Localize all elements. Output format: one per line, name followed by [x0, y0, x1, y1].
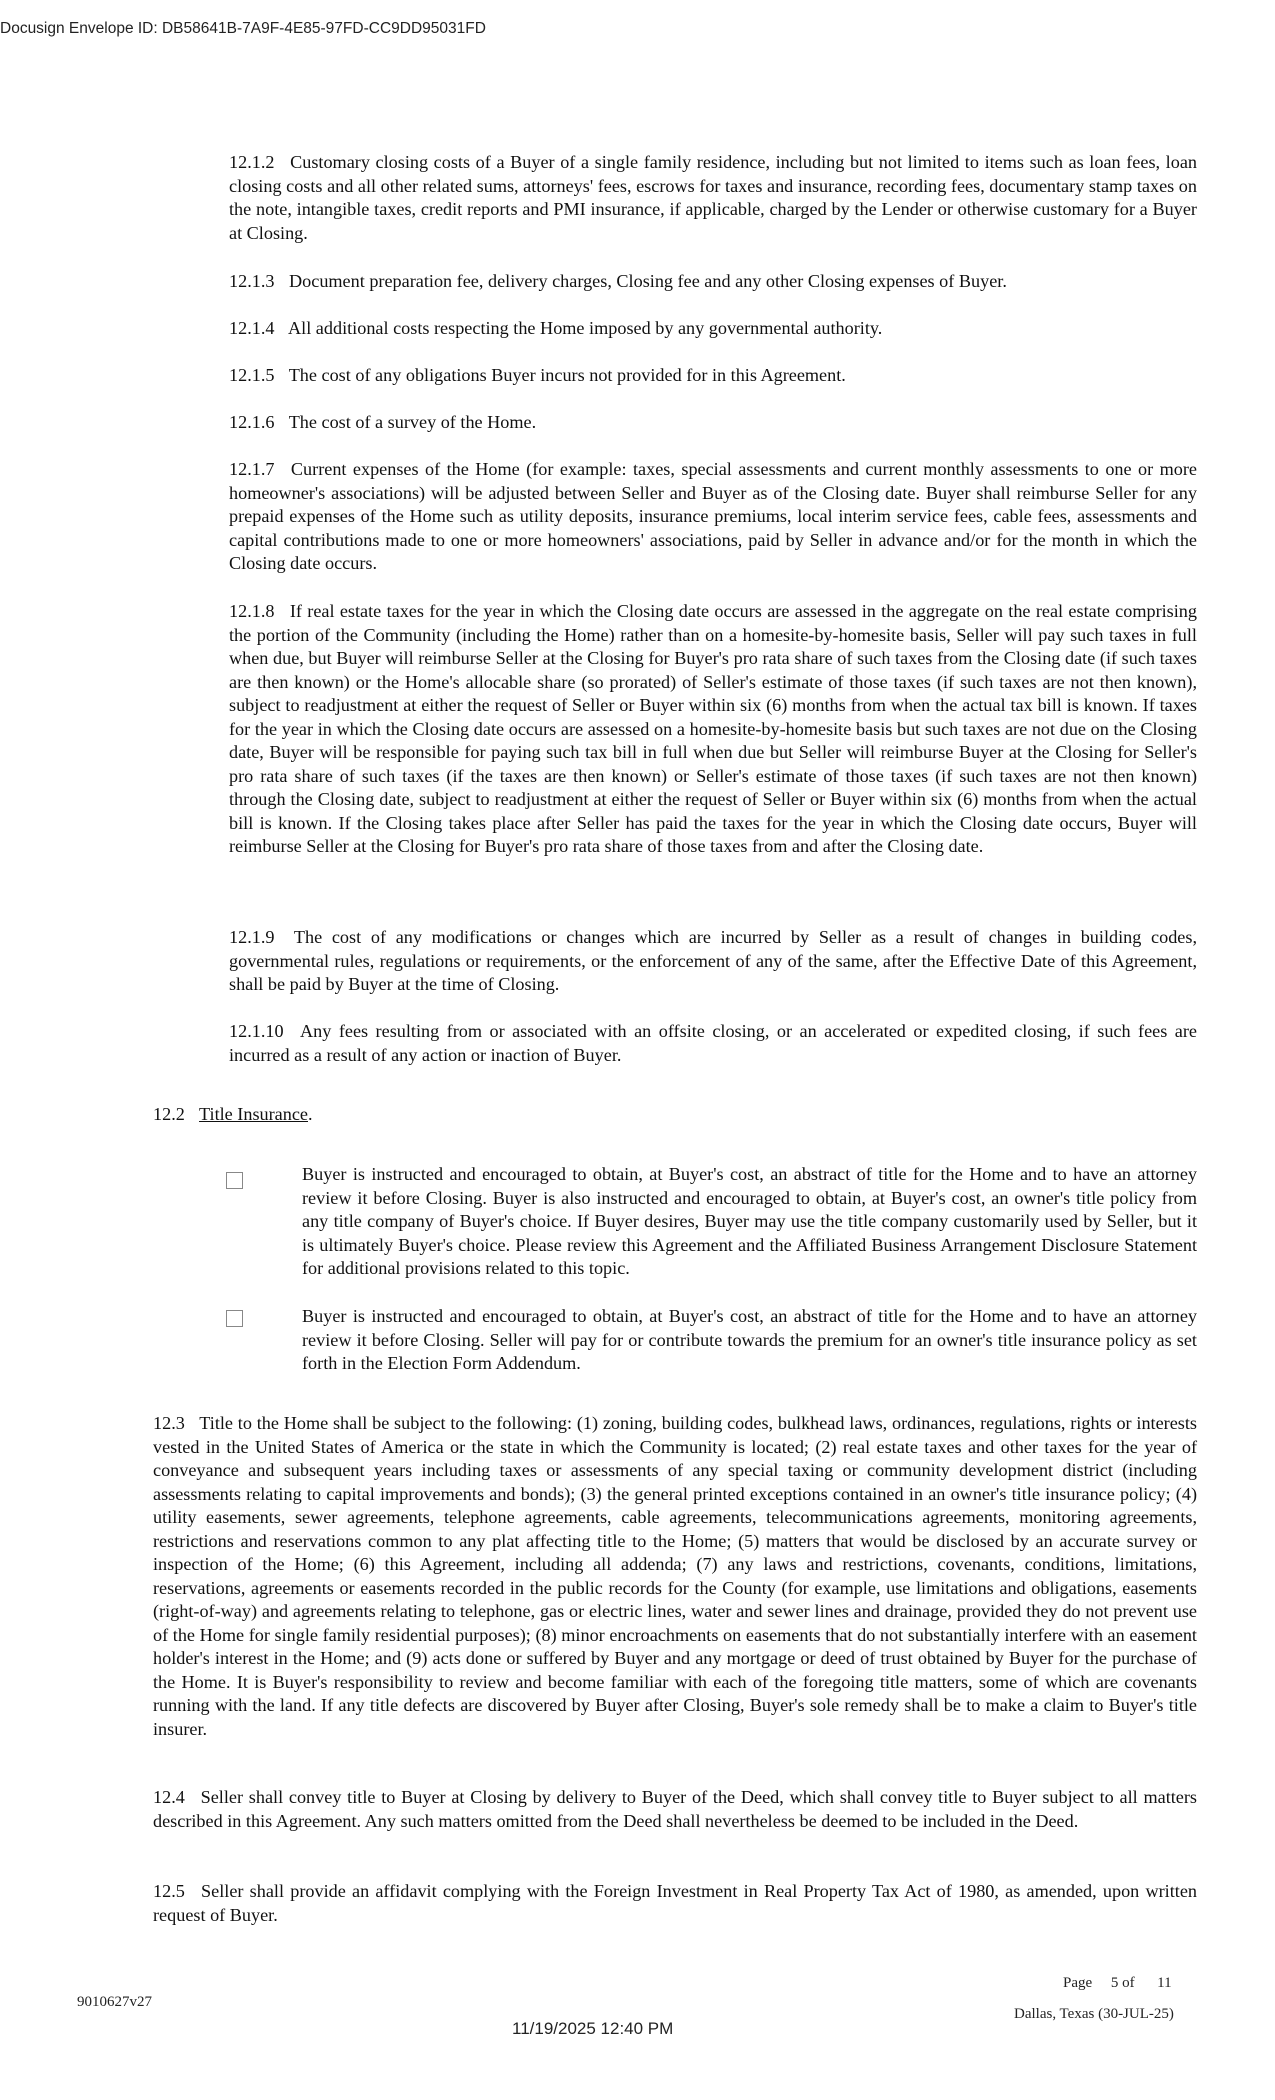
clause-text: All additional costs respecting the Home imposed by any governmental authority.: [288, 318, 883, 338]
clause-text: Seller shall provide an affidavit complying with the Foreign Investment in Real Property Tax Act of 1980, as amended, upon written request of Buyer.: [153, 1881, 1198, 1925]
clause-text: The cost of a survey of the Home.: [288, 412, 537, 432]
clause-text: Seller shall convey title to Buyer at Closing by delivery to Buyer of the Deed, which shall convey title to Buyer subject to all matters described in this Agreement. Any such matters omitted from the Deed shall nevertheless be deemed to be included in the Deed.: [153, 1787, 1198, 1831]
clause-12-1-4: [229, 317, 1197, 341]
of-label: of: [1122, 1975, 1135, 1991]
section-12-2-heading: [153, 1103, 1197, 1127]
clause-text: Current expenses of the Home (for example: taxes, special assessments and current monthly assessments to one or more homeowner's associations) will be adjusted between Seller and Buyer as of the Closing date. Buyer shall reimburse Seller for any prepaid expenses of the Home such as utility deposits, insurance premiums, local interim service fees, cable fees, assessments and capital contributions made to one or more homeowners' associations, paid by Seller in advance and/or for the month in which the Closing date occurs.: [229, 459, 1197, 573]
clause-number: 12.5: [153, 1881, 185, 1901]
clause-12-1-10: [229, 1020, 1197, 1067]
clause-text: The cost of any modifications or changes which are incurred by Seller as a result of changes in building codes, governmental rules, regulations or requirements, or the enforcement of any of the same, after the Effective Date of this Agreement, shall be paid by Buyer at the time of Closing.: [229, 927, 1198, 994]
page-total: 11: [1157, 1975, 1172, 1991]
clause-text: If real estate taxes for the year in which the Closing date occurs are assessed in the aggregate on the real estate comprising the portion of the Community (including the Home) rather than on a homesite-by-homesite basis, Seller will pay such taxes in full when due, but Buyer will reimburse Seller at the Closing for Buyer's pro rata share of such taxes from the Closing date (if such taxes are then known) or the Home's allocable share (so prorated) of Seller's estimate of those taxes (if such taxes are not then known), subject to readjustment at either the request of Seller or Buyer within six (6) months from when the actual tax bill is known. If taxes for the year in which the Closing date occurs are assessed on a homesite-by-homesite basis but such taxes are not due on the Closing date, Buyer will be responsible for paying such tax bill in full when due but Seller will reimburse Buyer at the Closing for Seller's pro rata share of such taxes (if the taxes are then known) or Seller's estimate of those taxes (if such taxes are not then known) through the Closing date, subject to readjustment at either the request of Seller or Buyer within six (6) months from when the actual bill is known. If the Closing takes place after Seller has paid the taxes for the year in which the Closing date occurs, Buyer will reimburse Seller at the Closing for Buyer's pro rata share of those taxes from and after the Closing date.: [229, 601, 1197, 856]
clause-12-1-8: [229, 600, 1197, 859]
option-text: Buyer is instructed and encouraged to obtain, at Buyer's cost, an abstract of title for the Home and to have an attorney review it before Closing. Seller will pay for or contribute towards the premium for an owner's title insurance policy as set forth in the Election Form Addendum.: [302, 1306, 1197, 1373]
clause-12-4: [153, 1786, 1197, 1833]
clause-12-1-5: [229, 364, 1197, 388]
clause-text: The cost of any obligations Buyer incurs not provided for in this Agreement.: [288, 365, 846, 385]
clause-number: 12.3: [153, 1413, 185, 1433]
title-option-1-checkbox[interactable]: [226, 1172, 243, 1189]
clause-12-1-2: [229, 151, 1197, 245]
clause-text: Any fees resulting from or associated with an offsite closing, or an accelerated or expedited closing, if such fees are incurred as a result of any action or inaction of Buyer.: [229, 1021, 1198, 1065]
signature-timestamp: 11/19/2025 12:40 PM: [512, 2019, 674, 2038]
document-code: 9010627v27: [77, 1994, 152, 2010]
page-label: Page: [1063, 1975, 1093, 1991]
page-number: 5: [1110, 1975, 1119, 1991]
document-location: Dallas, Texas (30-JUL-25): [1014, 2006, 1174, 2022]
clause-number: 12.1.10: [229, 1021, 284, 1041]
clause-number: 12.1.2: [229, 152, 275, 172]
clause-12-1-3: [229, 270, 1197, 294]
clause-number: 12.1.7: [229, 459, 275, 479]
clause-12-1-9: [229, 926, 1197, 997]
clause-number: 12.1.9: [229, 927, 275, 947]
clause-text: Title to the Home shall be subject to the following: (1) zoning, building codes, bulkhead laws, ordinances, regulations, rights or interests vested in the United States of America or the state in which the Community is located; (2) real estate taxes and other taxes for the year of conveyance and subsequent years including taxes or assessments of any special taxing or community development district (including assessments relating to capital improvements and bonds); (3) the general printed exceptions contained in an owner's title insurance policy; (4) utility easements, sewer agreements, telephone agreements, cable agreements, telecommunications agreements, monitoring agreements, restrictions and reservations common to any plat affecting title to the Home; (5) matters that would be disclosed by an accurate survey or inspection of the Home; (6) this Agreement, including all addenda; (7) any laws and restrictions, covenants, conditions, limitations, reservations, agreements or easements recorded in the public records for the County (for example, use limitations and obligations, easements (right-of-way) and agreements relating to telephone, gas or electric lines, water and sewer lines and drainage, provided they do not prevent use of the Home for single family residential purposes); (8) minor encroachments on easements that do not substantially interfere with an easement holder's interest in the Home; and (9) acts done or suffered by Buyer and any mortgage or deed of trust obtained by Buyer for the purchase of the Home. It is Buyer's responsibility to review and become familiar with each of the foregoing title matters, some of which are covenants running with the land. If any title defects are discovered by Buyer after Closing, Buyer's sole remedy shall be to make a claim to Buyer's title insurer.: [153, 1413, 1198, 1739]
clause-number: 12.4: [153, 1787, 185, 1807]
clause-text: Document preparation fee, delivery charges, Closing fee and any other Closing expenses of Buyer.: [289, 271, 1007, 291]
clause-12-1-6: [229, 411, 1197, 435]
page-indicator: [1063, 1975, 1172, 1992]
title-option-2-checkbox[interactable]: [226, 1310, 243, 1327]
clause-12-3: [153, 1412, 1197, 1741]
clause-number: 12.1.3: [229, 271, 275, 291]
title-option-2-text: [302, 1305, 1197, 1376]
clause-number: 12.1.4: [229, 318, 275, 338]
clause-number: 12.1.8: [229, 601, 275, 621]
section-number: 12.2: [153, 1104, 185, 1124]
clause-number: 12.1.5: [229, 365, 275, 385]
section-title-period: .: [308, 1104, 313, 1124]
clause-text: Customary closing costs of a Buyer of a single family residence, including but not limited to items such as loan fees, loan closing costs and all other related sums, attorneys' fees, escrows for taxes and insurance, recording fees, documentary stamp taxes on the note, intangible taxes, credit reports and PMI insurance, if applicable, charged by the Lender or otherwise customary for a Buyer at Closing.: [229, 152, 1197, 243]
section-title: Title Insurance: [199, 1104, 308, 1124]
clause-12-5: [153, 1880, 1197, 1927]
title-option-1-text: [302, 1163, 1197, 1281]
option-text: Buyer is instructed and encouraged to obtain, at Buyer's cost, an abstract of title for the Home and to have an attorney review it before Closing. Buyer is also instructed and encouraged to obtain, at Buyer's cost, an owner's title policy from any title company of Buyer's choice. If Buyer desires, Buyer may use the title company customarily used by Seller, but it is ultimately Buyer's choice. Please review this Agreement and the Affiliated Business Arrangement Disclosure Statement for additional provisions related to this topic.: [302, 1164, 1197, 1278]
envelope-id: Docusign Envelope ID: DB58641B-7A9F-4E85-97FD-CC9DD95031FD: [0, 20, 486, 37]
clause-number: 12.1.6: [229, 412, 275, 432]
clause-12-1-7: [229, 458, 1197, 576]
